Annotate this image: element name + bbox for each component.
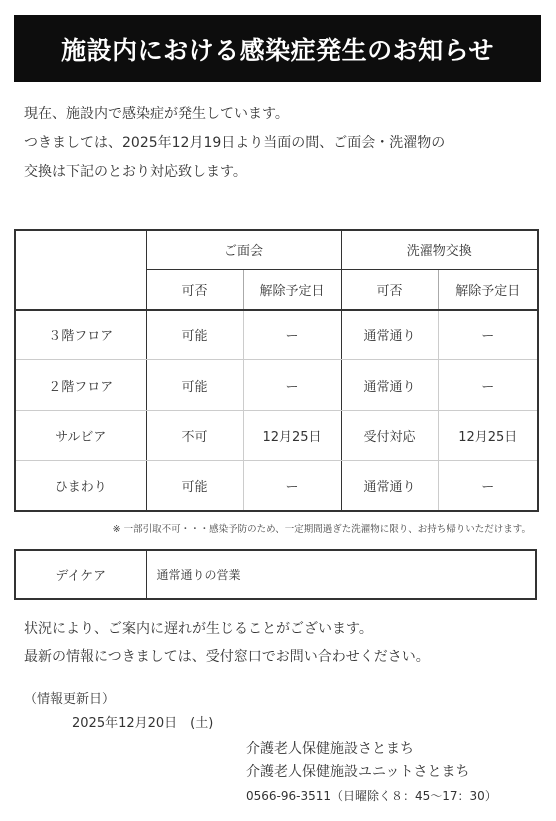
laundry-status: 通常通り bbox=[341, 310, 438, 360]
laundry-ok-header: 可否 bbox=[341, 269, 438, 309]
laundry-until: ー bbox=[438, 310, 538, 360]
laundry-until: 12月25日 bbox=[438, 410, 538, 460]
visit-until: ー bbox=[243, 360, 341, 410]
intro-text bbox=[24, 100, 445, 187]
visit-status: 不可 bbox=[146, 410, 243, 460]
intro-line: 現在、施設内で感染症が発生しています。 bbox=[24, 106, 289, 122]
facility-unit-name: 介護老人保健施設ユニットさとまち bbox=[246, 764, 470, 780]
laundry-status: 受付対応 bbox=[341, 410, 438, 460]
daycare-label: デイケア bbox=[15, 550, 146, 599]
table-row bbox=[15, 310, 538, 360]
status-line: 最新の情報につきましては、受付窓口でお問い合わせください。 bbox=[24, 649, 430, 665]
intro-line: 交換は下記のとおり対応致します。 bbox=[24, 164, 247, 180]
daycare-status: 通常通りの営業 bbox=[156, 568, 241, 582]
status-line: 状況により、ご案内に遅れが生じることがございます。 bbox=[24, 621, 373, 637]
contact-phone: 0566-96-3511（日曜除く８：45〜17：30） bbox=[246, 789, 497, 803]
floor-name: ３階フロア bbox=[15, 310, 146, 360]
daycare-table bbox=[14, 549, 537, 600]
visit-status: 可能 bbox=[146, 310, 243, 360]
floor-name: サルビア bbox=[15, 410, 146, 460]
laundry-status: 通常通り bbox=[341, 360, 438, 410]
floor-name: ひまわり bbox=[15, 461, 146, 511]
visit-status: 可能 bbox=[146, 461, 243, 511]
floor-name: ２階フロア bbox=[15, 360, 146, 410]
visit-status: 可能 bbox=[146, 360, 243, 410]
corner-cell bbox=[15, 230, 146, 310]
visit-ok-header: 可否 bbox=[146, 269, 243, 309]
visit-laundry-table bbox=[14, 229, 539, 512]
update-date: 2025年12月20日 (土) bbox=[72, 716, 214, 731]
laundry-until: ー bbox=[438, 360, 538, 410]
update-label: （情報更新日） bbox=[24, 692, 116, 707]
laundry-group-header: 洗濯物交換 bbox=[341, 230, 538, 269]
visit-until: 12月25日 bbox=[243, 410, 341, 460]
intro-line: つきましては、2025年12月19日より当面の間、ご面会・洗濯物の bbox=[24, 135, 446, 151]
laundry-note: ※ 一部引取不可・・・感染予防のため、一定期間過ぎた洗濯物に限り、お持ち帰りいただけます。 bbox=[112, 524, 531, 535]
visit-until-header: 解除予定日 bbox=[243, 269, 341, 309]
laundry-until: ー bbox=[481, 480, 495, 496]
laundry-status: 通常通り bbox=[341, 461, 438, 511]
visit-group-header: ご面会 bbox=[146, 230, 341, 269]
table-row bbox=[15, 461, 538, 511]
visit-until: ー bbox=[243, 461, 341, 511]
notice-title: 施設内における感染症発生のお知らせ bbox=[14, 15, 541, 82]
table-row bbox=[15, 360, 538, 410]
facility-name: 介護老人保健施設さとまち bbox=[246, 741, 414, 757]
visit-until: ー bbox=[243, 310, 341, 360]
status-text bbox=[24, 615, 430, 671]
table-row bbox=[15, 410, 538, 460]
laundry-until-header: 解除予定日 bbox=[438, 269, 538, 309]
